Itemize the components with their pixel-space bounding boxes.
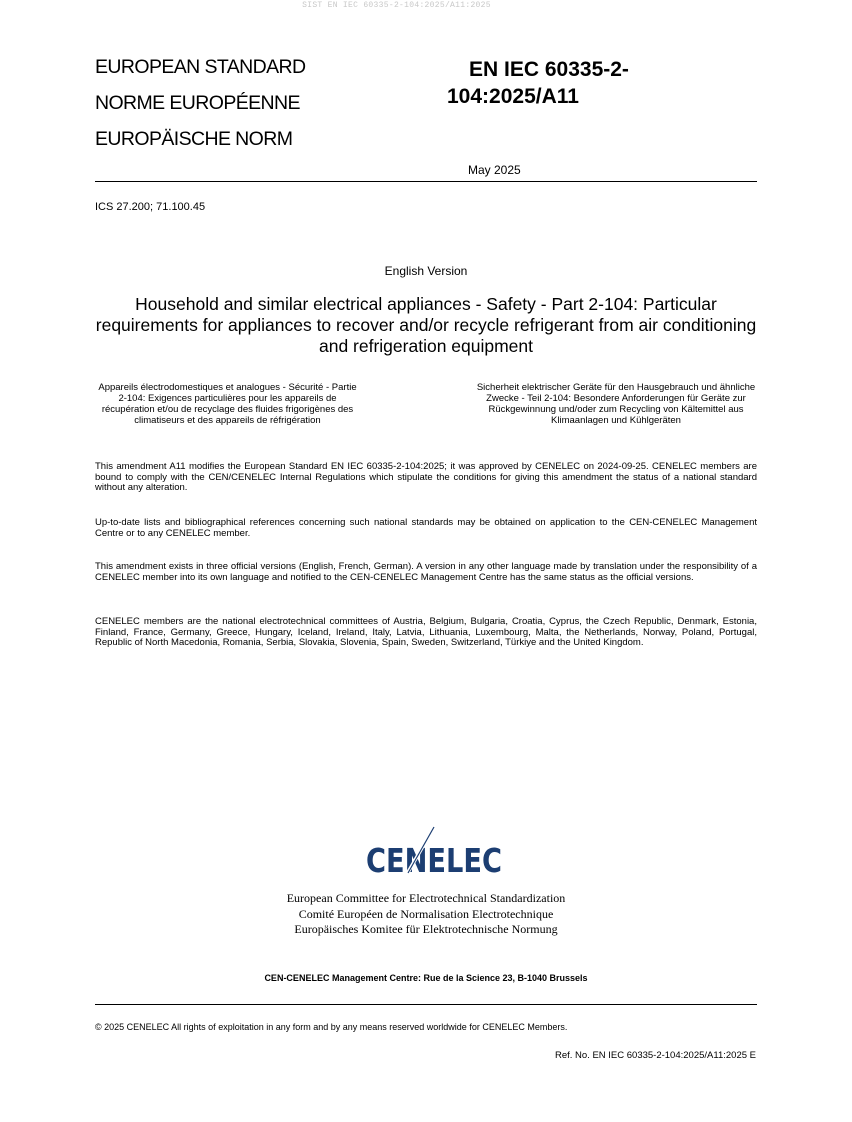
organisation-name-german: Europäisches Komitee für Elektrotechnische Normung — [294, 922, 558, 936]
references-paragraph: Up-to-date lists and bibliographical references concerning such national standards may be obtained on application to the CEN-CENELEC Management Centre or to any CENELEC member. — [95, 517, 757, 539]
members-paragraph: CENELEC members are the national electrotechnical committees of Austria, Belgium, Bulgaria, Croatia, Cyprus, the Czech Republic, Denmark, Estonia, Finland, France, Germany, Greece, Hungary, Iceland, Ireland, Italy, Latvia, Lithuania, Luxembourg, Malta, the Netherlands, Norway, Poland, Portugal, Republic of North Macedonia, Romania, Serbia, Slovakia, Slovenia, Spain, Sweden, Switzerland, Türkiye and the United Kingdom. — [95, 616, 757, 648]
standard-name-german: EUROPÄISCHE NORM — [95, 128, 293, 150]
german-title: Sicherheit elektrischer Geräte für den Hausgebrauch und ähnliche Zwecke - Teil 2-104: Besondere Anforderungen für Geräte zur Rückgewinnung und/oder zum Recycling von Kältemittel aus Klimaanlagen und Kühlgeräten — [476, 382, 756, 426]
document-title: Household and similar electrical appliances - Safety - Part 2-104: Particular requirements for appliances to recover and/or recycle refrigerant from air conditioning and refrigeration equipment — [95, 294, 757, 356]
copyright-notice: © 2025 CENELEC All rights of exploitation in any form and by any means reserved worldwide for CENELEC Members. — [95, 1022, 568, 1032]
cenelec-logo — [364, 826, 504, 880]
reference-number: Ref. No. EN IEC 60335-2-104:2025/A11:2025 E — [554, 1050, 756, 1061]
ics-codes: ICS 27.200; 71.100.45 — [95, 201, 206, 213]
header-divider — [95, 181, 757, 182]
footer-divider — [95, 1004, 757, 1005]
publication-date: May 2025 — [468, 163, 521, 177]
organisation-names — [95, 891, 757, 938]
standard-name-french: NORME EUROPÉENNE — [95, 92, 300, 114]
organisation-name-english: European Committee for Electrotechnical Standardization — [286, 891, 566, 905]
cenelec-logo-text: CENELEC — [366, 841, 502, 880]
language-version: English Version — [384, 264, 468, 278]
approval-paragraph: This amendment A11 modifies the European Standard EN IEC 60335-2-104:2025; it was approved by CENELEC on 2024-09-25. CENELEC members are bound to comply with the CEN/CENELEC Internal Regulations which stipulate the conditions for giving this amendment the status of a national standard without any alteration. — [95, 461, 757, 493]
standard-number-line1: EN IEC 60335-2- — [469, 58, 629, 81]
french-title: Appareils électrodomestiques et analogues - Sécurité - Partie 2-104: Exigences particulières pour les appareils de récupération et/ou de recyclage des fluides frigorigènes des climatiseurs et des appareils de réfrigération — [98, 382, 357, 426]
standard-name-english: EUROPEAN STANDARD — [95, 56, 306, 78]
standard-number-line2: 104:2025/A11 — [447, 85, 579, 108]
document-watermark: SIST EN IEC 60335-2-104:2025/A11:2025 — [302, 1, 491, 10]
organisation-name-french: Comité Européen de Normalisation Electrotechnique — [298, 906, 554, 921]
management-centre-address: CEN-CENELEC Management Centre: Rue de la Science 23, B-1040 Brussels — [264, 973, 588, 983]
standard-number — [447, 56, 677, 110]
official-versions-paragraph: This amendment exists in three official versions (English, French, German). A version in any other language made by translation under the responsibility of a CENELEC member into its own language and notified to the CEN-CENELEC Management Centre has the same status as the official versions. — [95, 561, 757, 583]
